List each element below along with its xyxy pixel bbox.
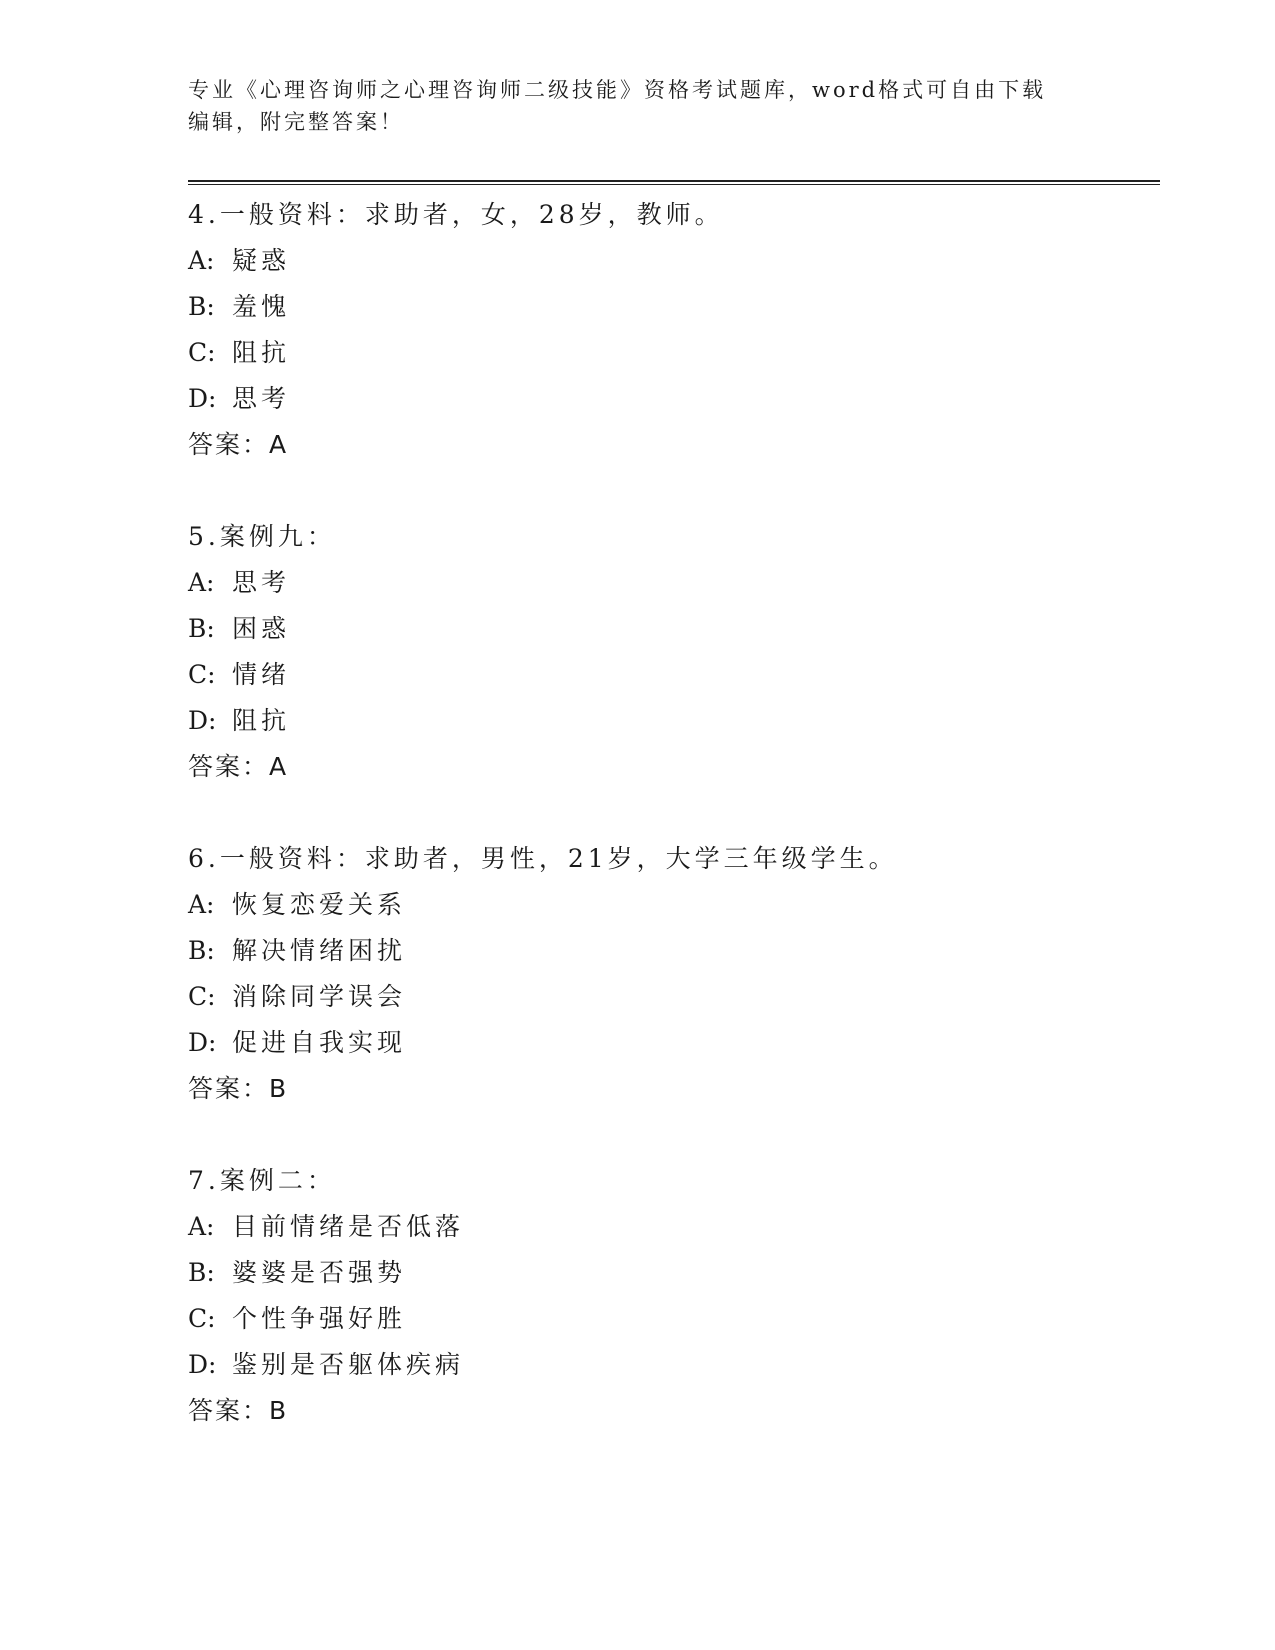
option-letter: D: bbox=[188, 384, 217, 413]
option-letter: D: bbox=[188, 706, 217, 735]
option-text: 阻抗 bbox=[232, 338, 291, 367]
document-header bbox=[188, 74, 1088, 138]
option-text: 思考 bbox=[232, 384, 291, 413]
question-item bbox=[188, 192, 1160, 468]
question-list bbox=[188, 192, 1160, 1480]
answer-line: 答案：B bbox=[188, 1074, 289, 1103]
option-text: 解决情绪困扰 bbox=[232, 936, 407, 965]
option-letter: A: bbox=[188, 890, 215, 919]
option-text: 鉴别是否躯体疾病 bbox=[232, 1350, 465, 1379]
option-text: 婆婆是否强势 bbox=[232, 1258, 407, 1287]
question-stem: 5.案例九： bbox=[188, 522, 336, 551]
option-d bbox=[188, 698, 1160, 744]
option-c bbox=[188, 652, 1160, 698]
header-line-2: 编辑，附完整答案！ bbox=[188, 110, 404, 134]
option-letter: A: bbox=[188, 1212, 215, 1241]
option-d bbox=[188, 1342, 1160, 1388]
option-letter: B: bbox=[188, 614, 215, 643]
question-item bbox=[188, 1158, 1160, 1434]
option-text: 阻抗 bbox=[232, 706, 291, 735]
question-stem: 6.一般资料：求助者，男性，21岁，大学三年级学生。 bbox=[188, 844, 898, 873]
option-text: 恢复恋爱关系 bbox=[232, 890, 407, 919]
option-b bbox=[188, 284, 1160, 330]
option-text: 消除同学误会 bbox=[232, 982, 407, 1011]
question-stem: 4.一般资料：求助者，女，28岁，教师。 bbox=[188, 200, 724, 229]
option-c bbox=[188, 330, 1160, 376]
option-letter: B: bbox=[188, 936, 215, 965]
option-d bbox=[188, 1020, 1160, 1066]
option-a bbox=[188, 1204, 1160, 1250]
option-text: 困惑 bbox=[232, 614, 291, 643]
option-b bbox=[188, 1250, 1160, 1296]
option-letter: B: bbox=[188, 1258, 215, 1287]
header-divider-thin bbox=[188, 184, 1160, 185]
option-a bbox=[188, 560, 1160, 606]
header-line-1: 专业《心理咨询师之心理咨询师二级技能》资格考试题库，word格式可自由下载 bbox=[188, 78, 1047, 102]
option-letter: C: bbox=[188, 1304, 216, 1333]
header-divider bbox=[188, 180, 1160, 182]
option-letter: C: bbox=[188, 660, 216, 689]
option-text: 羞愧 bbox=[232, 292, 291, 321]
option-text: 促进自我实现 bbox=[232, 1028, 407, 1057]
option-text: 情绪 bbox=[232, 660, 291, 689]
option-letter: C: bbox=[188, 338, 216, 367]
question-item bbox=[188, 836, 1160, 1112]
option-a bbox=[188, 882, 1160, 928]
option-b bbox=[188, 928, 1160, 974]
option-d bbox=[188, 376, 1160, 422]
option-letter: C: bbox=[188, 982, 216, 1011]
option-letter: A: bbox=[188, 246, 215, 275]
option-text: 疑惑 bbox=[232, 246, 291, 275]
answer-line: 答案：A bbox=[188, 752, 289, 781]
option-b bbox=[188, 606, 1160, 652]
option-letter: A: bbox=[188, 568, 215, 597]
option-text: 思考 bbox=[232, 568, 291, 597]
option-letter: D: bbox=[188, 1028, 217, 1057]
answer-line: 答案：B bbox=[188, 1396, 289, 1425]
question-item bbox=[188, 514, 1160, 790]
option-text: 个性争强好胜 bbox=[232, 1304, 407, 1333]
question-stem: 7.案例二： bbox=[188, 1166, 336, 1195]
option-c bbox=[188, 974, 1160, 1020]
answer-line: 答案：A bbox=[188, 430, 289, 459]
option-letter: D: bbox=[188, 1350, 217, 1379]
option-c bbox=[188, 1296, 1160, 1342]
option-letter: B: bbox=[188, 292, 215, 321]
option-text: 目前情绪是否低落 bbox=[232, 1212, 465, 1241]
option-a bbox=[188, 238, 1160, 284]
